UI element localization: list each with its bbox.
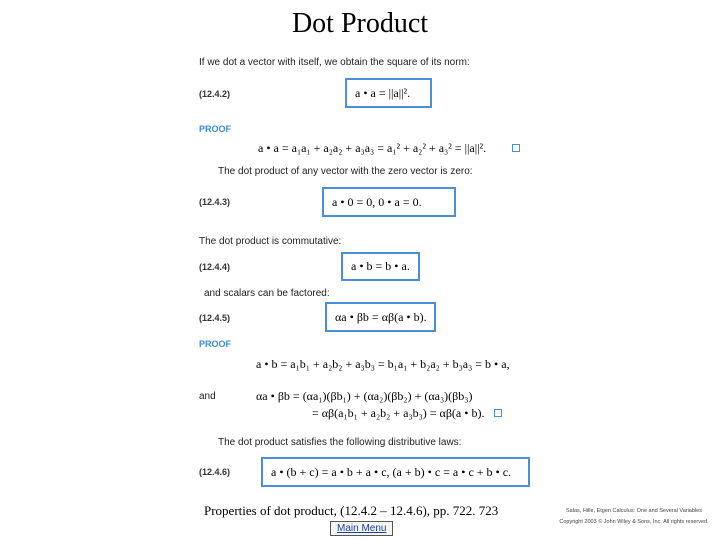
proof-label-2: PROOF bbox=[199, 339, 232, 349]
copyright-notice bbox=[548, 506, 720, 528]
equation-12-4-4: a • b = b • a. bbox=[351, 259, 410, 273]
equation-label-12-4-4: (12.4.4) bbox=[199, 262, 231, 272]
figure-caption: Properties of dot product, (12.4.2 – 12.4.6), pp. 722. 723 bbox=[204, 503, 499, 518]
equation-12-4-3: a • 0 = 0, 0 • a = 0. bbox=[332, 194, 422, 209]
intro-text: If we dot a vector with itself, we obtain the square of its norm: bbox=[199, 57, 470, 68]
equation-box-12-4-5 bbox=[325, 302, 436, 332]
equation-12-4-5: αa • βb = αβ(a • b). bbox=[335, 309, 427, 324]
equation-12-4-6: a • (b + c) = a • b + a • c, (a + b) • c = a • c + b • c. bbox=[271, 464, 512, 479]
equation-label-12-4-3: (12.4.3) bbox=[199, 197, 231, 207]
scalars-text: and scalars can be factored: bbox=[204, 288, 330, 299]
proof1-equation: a • a = a₁a₁ + a₂a₂ + a₃a₃ = a₁² + a₂² + a₃² = ||a||². bbox=[258, 141, 487, 155]
proof2-equation-2: αa • βb = (αa₁)(βb₁) + (αa₂)(βb₂) + (αa₃)(βb₃) bbox=[256, 389, 473, 403]
proof-label-1: PROOF bbox=[199, 124, 232, 134]
equation-box-12-4-3 bbox=[322, 187, 456, 217]
qed-square-icon bbox=[494, 409, 502, 417]
equation-box-12-4-2 bbox=[345, 78, 432, 108]
copyright-line-2: Copyright 2003 © John Wiley & Sons, Inc. All rights reserved. bbox=[559, 519, 709, 525]
proof2-equation-3: = αβ(a₁b₁ + a₂b₂ + a₃b₃) = αβ(a • b). bbox=[312, 406, 485, 420]
proof2-equation-1: a • b = a₁b₁ + a₂b₂ + a₃b₃ = b₁a₁ + b₂a₂ + b₃a₃ = b • a, bbox=[256, 357, 510, 371]
copyright-line-1: Salas, Hille, Etgen Calculus: One and Several Variables bbox=[566, 508, 702, 514]
zero-vector-text: The dot product of any vector with the zero vector is zero: bbox=[218, 166, 473, 177]
and-text: and bbox=[199, 391, 216, 402]
equation-label-12-4-6: (12.4.6) bbox=[199, 467, 231, 477]
equation-label-12-4-5: (12.4.5) bbox=[199, 313, 231, 323]
page-title: Dot Product bbox=[291, 8, 429, 39]
main-menu-button[interactable]: Main Menu bbox=[330, 521, 393, 536]
distributive-text: The dot product satisfies the following distributive laws: bbox=[218, 437, 462, 448]
qed-square-icon bbox=[512, 144, 520, 152]
equation-box-12-4-6 bbox=[261, 457, 530, 487]
commutative-text: The dot product is commutative: bbox=[199, 236, 342, 247]
equation-label-12-4-2: (12.4.2) bbox=[199, 89, 231, 99]
equation-12-4-2: a • a = ||a||². bbox=[355, 85, 411, 100]
equation-box-12-4-4 bbox=[341, 252, 420, 281]
